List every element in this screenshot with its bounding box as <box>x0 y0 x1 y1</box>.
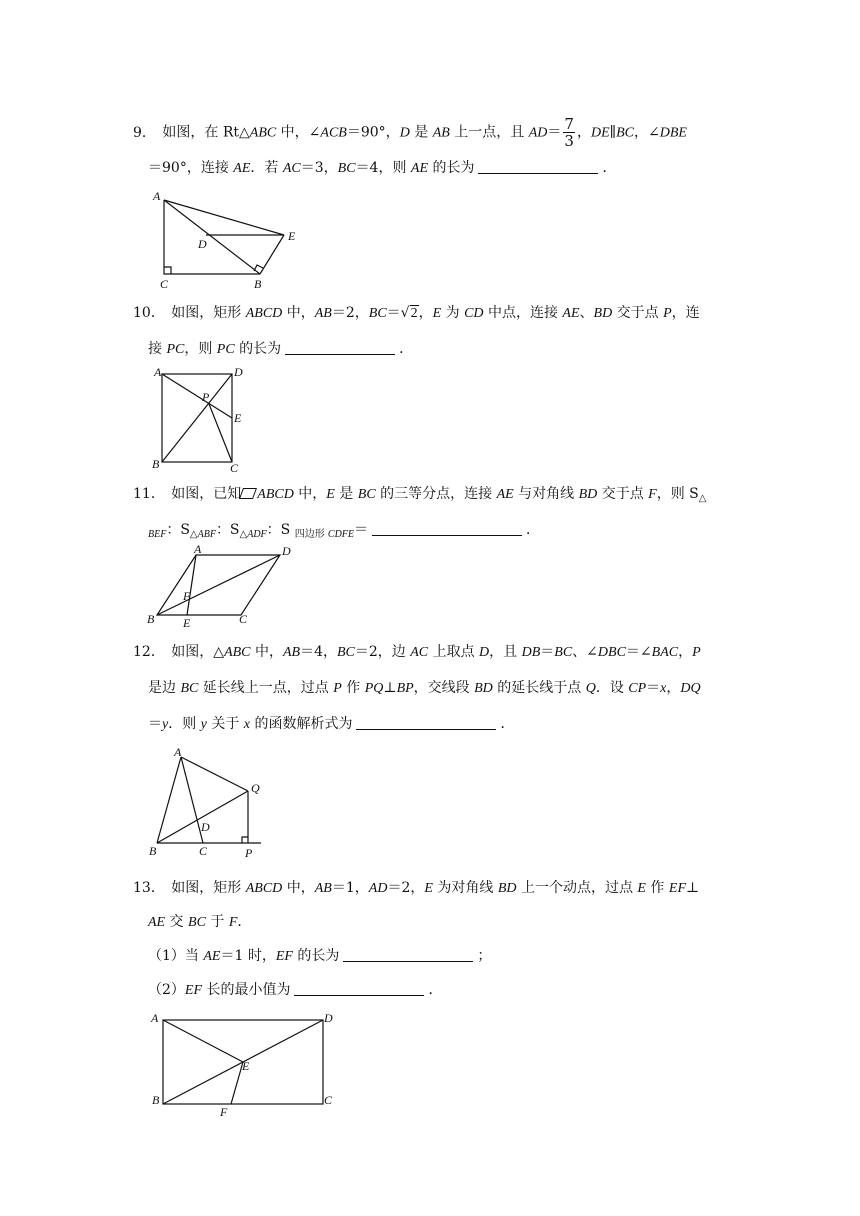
problem-11-line-2: $_{BEF}$：$S_{\triangle ABF}$：$S_{\triangle ADF}$：S $_{四边形}$ $_{CDFE}$＝ ． <box>148 522 541 540</box>
problem-10-line-2: 接 PC，则 PC 的长为 ． <box>148 341 414 357</box>
problem-12-figure <box>145 745 275 860</box>
label-C: C <box>230 461 239 475</box>
answer-blank[interactable] <box>294 981 424 996</box>
label-P: P <box>245 846 253 860</box>
problem-13-line-2: AE 交 BC 于 F． <box>148 914 252 930</box>
problem-number: 11． <box>133 486 165 502</box>
label-A: A <box>154 365 162 379</box>
label-C: C <box>239 612 248 626</box>
problem-11-line-1: 11． 如图，已知 ABCD 中，E 是 BC 的三等分点，连接 AE 与对角线 BD 交于点 F，则 $S_\triangle$ <box>133 486 707 504</box>
label-B: B <box>254 277 262 291</box>
problem-13-sub-1: （1）当 AE＝1 时，EF 的长为 ； <box>148 948 492 964</box>
problem-number: 13． <box>133 880 165 896</box>
label-B: B <box>152 457 160 471</box>
answer-blank[interactable] <box>372 521 522 536</box>
problem-12-line-1: 12． 如图，△ABC 中，AB＝4，BC＝2，边 AC 上取点 D，且 DB＝BC、∠DBC＝∠BAC，P <box>133 644 701 660</box>
answer-blank[interactable] <box>285 340 395 355</box>
label-A: A <box>174 745 182 759</box>
label-D: D <box>201 820 210 834</box>
problem-12-line-3: ＝y．则 y 关于 x 的函数解析式为 ． <box>148 716 515 732</box>
problem-13-line-1: 13． 如图，矩形 ABCD 中，AB＝1，AD＝2，E 为对角线 BD 上一个动点，过点 E 作 EF⊥ <box>133 880 700 896</box>
label-C: C <box>324 1093 333 1107</box>
problem-number: 12． <box>133 644 165 660</box>
label-P: P <box>202 390 210 404</box>
label-B: B <box>147 612 155 626</box>
answer-blank[interactable] <box>343 947 473 962</box>
label-E: E <box>234 411 242 425</box>
answer-blank[interactable] <box>478 159 598 174</box>
problem-11-figure <box>145 542 305 630</box>
problem-13-sub-2: （2）EF 长的最小值为 ． <box>148 982 443 998</box>
label-D: D <box>198 237 207 251</box>
label-Q: Q <box>251 781 260 795</box>
label-F: F <box>220 1105 228 1119</box>
label-C: C <box>199 844 208 858</box>
label-D: D <box>282 544 291 558</box>
answer-blank[interactable] <box>356 715 496 730</box>
problem-number: 9． <box>133 124 156 141</box>
problem-9-line-2: ＝90°，连接 AE．若 AC＝3，BC＝4，则 AE 的长为 ． <box>148 160 617 176</box>
label-B: B <box>149 844 157 858</box>
problem-9-line-1: 9． 如图，在 Rt△ABC 中，∠ACB＝90°，D 是 AB 上一点，且 AD＝ $\frac{7}{3}$ ，DE∥BC，∠DBE <box>133 115 687 150</box>
label-A: A <box>194 542 202 556</box>
label-E: E <box>242 1059 250 1073</box>
label-B: B <box>152 1093 160 1107</box>
label-C: C <box>160 277 169 291</box>
problem-9-figure <box>150 188 310 290</box>
problem-10-figure <box>148 364 248 476</box>
problem-10-line-1: 10． 如图，矩形 ABCD 中，AB＝2，BC＝√2，E 为 CD 中点，连接 AE、BD 交于点 P，连 <box>133 305 700 321</box>
problem-number: 10． <box>133 305 165 321</box>
label-A: A <box>153 189 161 203</box>
label-E: E <box>183 616 191 630</box>
problem-13-figure <box>148 1008 348 1118</box>
problem-12-line-2: 是边 BC 延长线上一点，过点 P 作 PQ⊥BP，交线段 BD 的延长线于点 Q．设 CP＝x，DQ <box>148 680 701 696</box>
label-D: D <box>234 365 243 379</box>
fraction-7-3: $\frac{7}{3}$ <box>564 115 574 150</box>
label-F: F <box>183 589 191 603</box>
label-D: D <box>324 1011 333 1025</box>
parallelogram-icon <box>239 488 257 499</box>
label-E: E <box>288 229 296 243</box>
label-A: A <box>151 1011 159 1025</box>
sqrt-2: √2 <box>400 305 418 321</box>
